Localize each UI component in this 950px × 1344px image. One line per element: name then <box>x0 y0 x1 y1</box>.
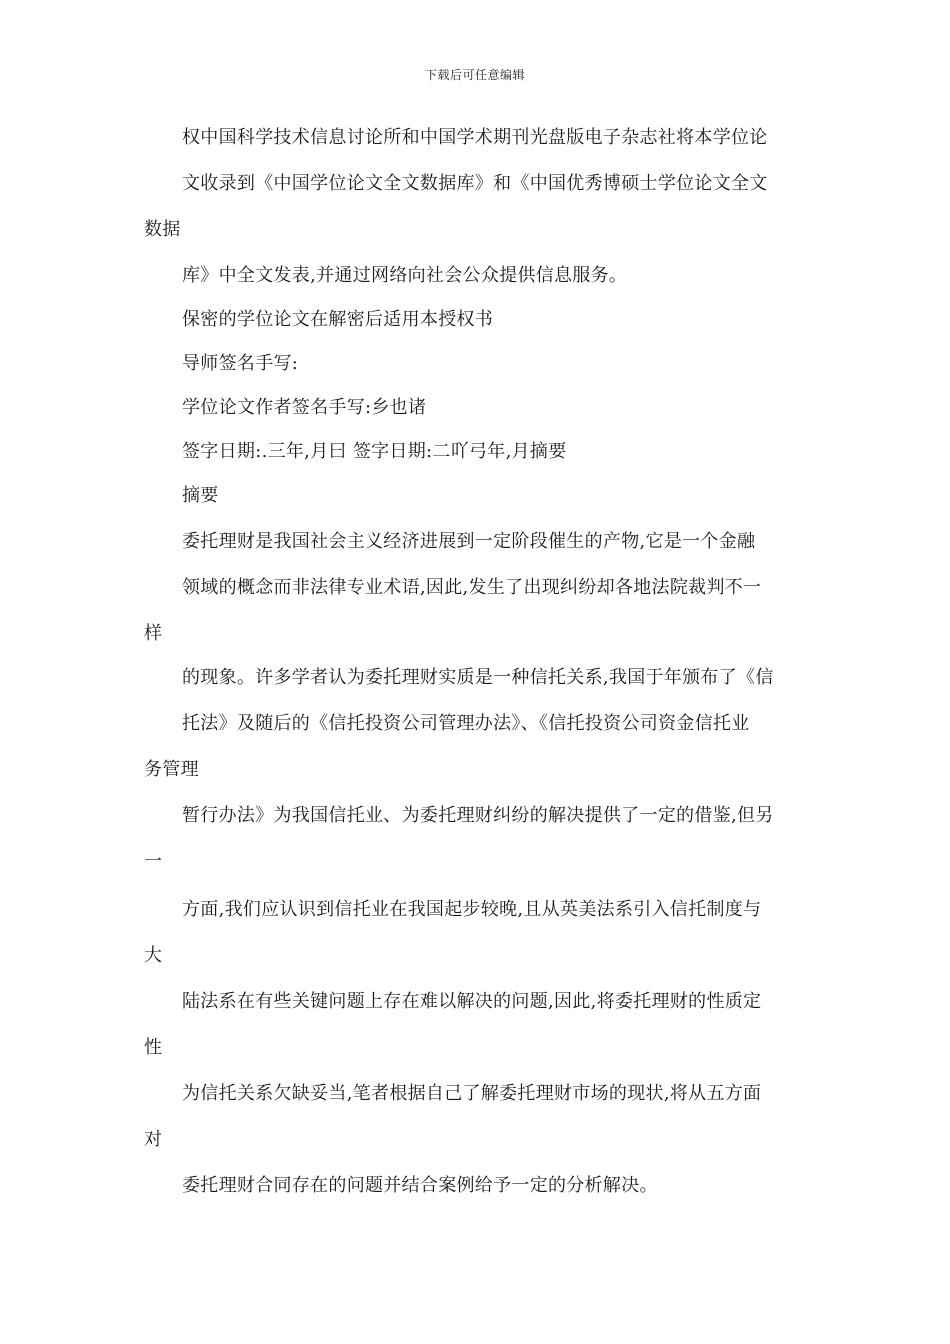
text-line: 托法》及随后的《信托投资公司管理办法》、《信托投资公司资金信托业 <box>182 713 750 734</box>
text-line: 文收录到《中国学位论文全文数据库》和《中国优秀博硕士学位论文全文 <box>182 173 768 194</box>
text-line: 领域的概念而非法律专业术语,因此,发生了出现纠纷却各地法院裁判不一 <box>182 577 762 598</box>
text-line: 的现象。许多学者认为委托理财实质是一种信托关系,我国于年颁布了《信 <box>182 667 774 688</box>
text-line: 数据 <box>144 219 181 240</box>
text-line: 对 <box>144 1129 163 1150</box>
text-line: 委托理财是我国社会主义经济进展到一定阶段催生的产物,它是一个金融 <box>182 531 756 552</box>
section-heading: 摘要 <box>182 485 219 506</box>
text-line: 学位论文作者签名手写:乡也诸 <box>182 397 427 418</box>
text-line: 一 <box>144 851 163 872</box>
text-line: 为信托关系欠缺妥当,笔者根据自己了解委托理财市场的现状,将从五方面 <box>182 1083 762 1104</box>
text-line: 委托理财合同存在的问题并结合案例给予一定的分析解决。 <box>182 1175 658 1196</box>
header-note: 下载后可任意编辑 <box>424 68 525 82</box>
text-line: 陆法系在有些关键问题上存在难以解决的问题,因此,将委托理财的性质定 <box>182 991 762 1012</box>
text-line: 权中国科学技术信息讨论所和中国学术期刊光盘版电子杂志社将本学位论 <box>182 127 768 148</box>
text-line: 库》中全文发表,并通过网络向社会公众提供信息服务。 <box>182 265 628 286</box>
text-line: 方面,我们应认识到信托业在我国起步较晚,且从英美法系引入信托制度与 <box>182 899 762 920</box>
text-line: 性 <box>144 1037 163 1058</box>
text-line: 暂行办法》为我国信托业、为委托理财纠纷的解决提供了一定的借鉴,但另 <box>182 805 774 826</box>
text-line: 务管理 <box>144 759 199 780</box>
text-line: 导师签名手写: <box>182 353 299 374</box>
text-line: 签字日期:.三年,月曰 签字日期:二吖弓年,月摘要 <box>182 441 567 462</box>
text-line: 样 <box>144 623 163 644</box>
text-line: 大 <box>144 945 163 966</box>
text-line: 保密的学位论文在解密后适用本授权书 <box>182 309 494 330</box>
